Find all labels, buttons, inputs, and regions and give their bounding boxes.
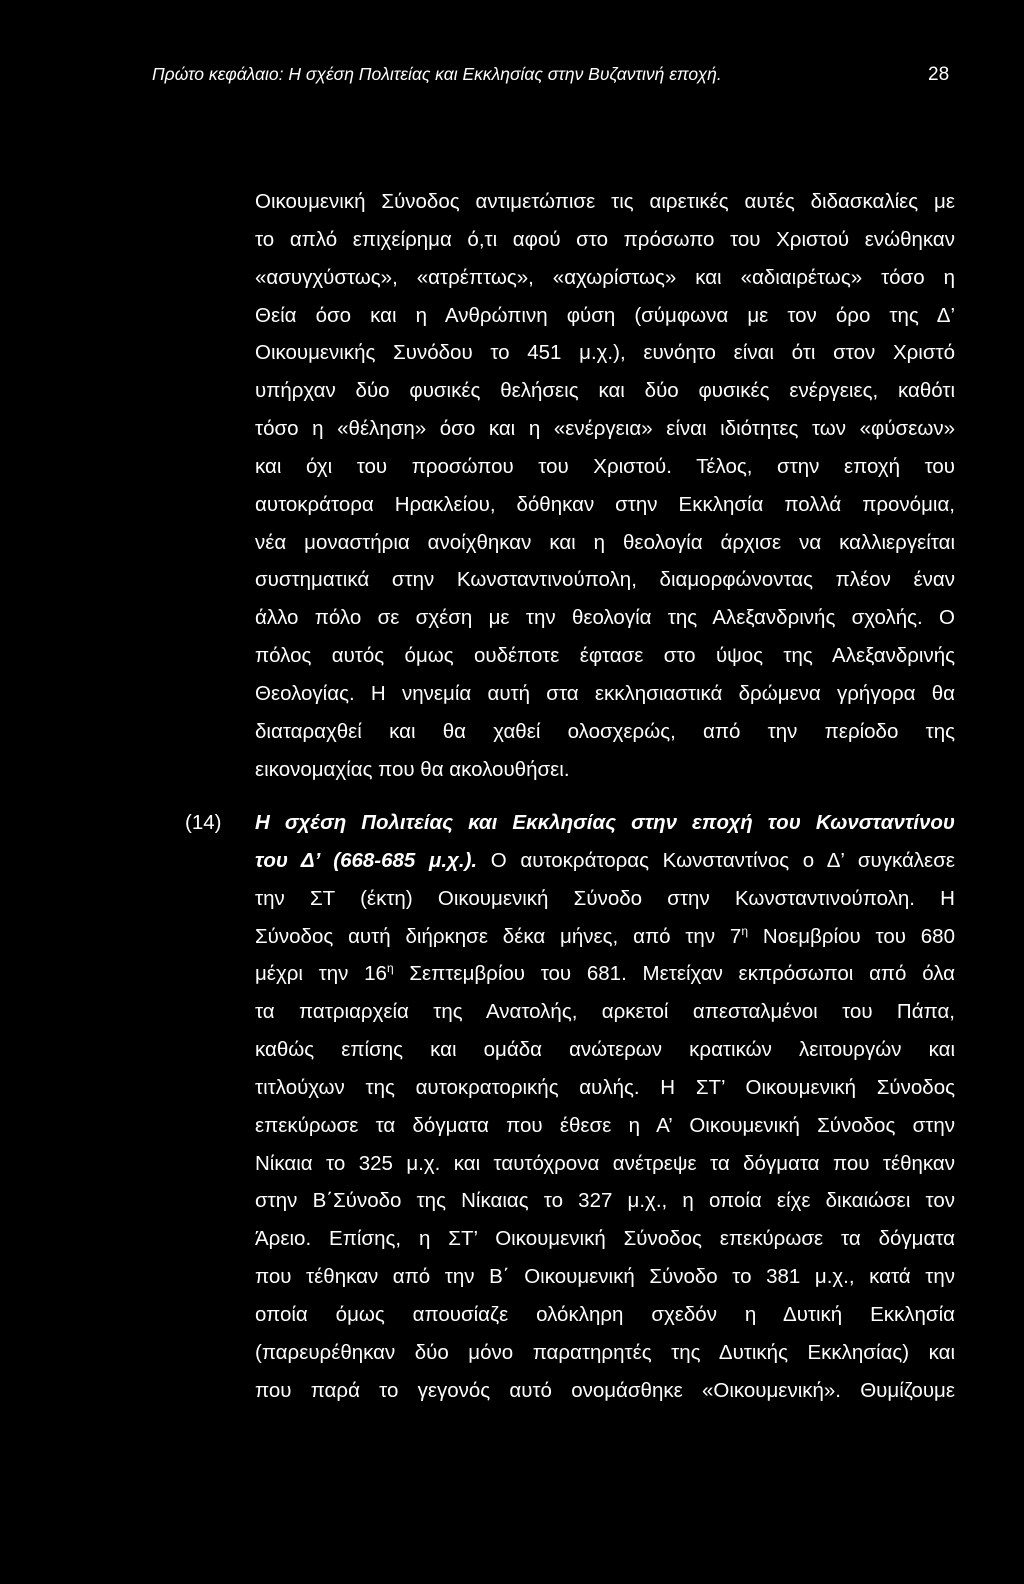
- section-text: Ο αυτοκράτορας Κωνσταντίνος ο Δ’ συγκάλεσε: [477, 848, 955, 872]
- paragraph-line: «ασυγχύστως», «ατρέπτως», «αχωρίστως» και «αδιαιρέτως» τόσο η: [255, 265, 955, 289]
- section-line: [255, 955, 955, 993]
- body-paragraph: [255, 183, 955, 789]
- section-line: Άρειο. Επίσης, η ΣΤ’ Οικουμενική Σύνοδος επεκύρωσε τα δόγματα: [255, 1227, 955, 1251]
- section-heading-end: του Δ’ (668-685 μ.χ.).: [255, 848, 478, 872]
- section-line: [255, 918, 955, 956]
- section-line: την ΣΤ (έκτη) Οικουμενική Σύνοδο στην Κωνσταντινούπολη. Η: [255, 886, 955, 910]
- paragraph-line: και όχι του προσώπου του Χριστού. Τέλος, στην εποχή του: [255, 454, 955, 478]
- section-line: που τέθηκαν από την Β΄ Οικουμενική Σύνοδο το 381 μ.χ., κατά την: [255, 1265, 955, 1289]
- paragraph-line: άλλο πόλο σε σχέση με την θεολογία της Αλεξανδρινής σχολής. Ο: [255, 606, 955, 630]
- paragraph-line: διαταραχθεί και θα χαθεί ολοσχερώς, από την περίοδο της: [255, 719, 955, 743]
- superscript: η: [386, 961, 394, 976]
- section-line: στην Β΄Σύνοδο της Νίκαιας το 327 μ.χ., η οποία είχε δικαιώσει τον: [255, 1189, 955, 1213]
- section-number: (14): [185, 811, 222, 834]
- section-text: Νοεμβρίου του 680: [748, 924, 955, 948]
- section-line: επεκύρωσε τα δόγματα που έθεσε η Α’ Οικουμενική Σύνοδος στην: [255, 1113, 955, 1137]
- section-line: τιτλούχων της αυτοκρατορικής αυλής. Η ΣΤ’ Οικουμενική Σύνοδος: [255, 1075, 955, 1099]
- section-14: [255, 804, 955, 1410]
- paragraph-line: αυτοκράτορα Ηρακλείου, δόθηκαν στην Εκκλησία πολλά προνόμια,: [255, 492, 955, 516]
- paragraph-line: εικονομαχίας που θα ακολουθήσει.: [255, 757, 570, 781]
- paragraph-line: Θεολογίας. Η νηνεμία αυτή στα εκκλησιαστικά δρώμενα γρήγορα θα: [255, 681, 955, 705]
- running-header: Πρώτο κεφάλαιο: Η σχέση Πολιτείας και Εκκλησίας στην Βυζαντινή εποχή.: [152, 64, 722, 84]
- paragraph-line: Οικουμενική Σύνοδος αντιμετώπισε τις αιρετικές αυτές διδασκαλίες με: [255, 190, 955, 213]
- section-heading: Η σχέση Πολιτείας και Εκκλησίας στην εποχή του Κωνσταντίνου: [255, 811, 955, 834]
- section-line: (παρευρέθηκαν δύο μόνο παρατηρητές της Δυτικής Εκκλησίας) και: [255, 1340, 955, 1364]
- section-line: καθώς επίσης και ομάδα ανώτερων κρατικών λειτουργών και: [255, 1038, 955, 1062]
- section-line: [255, 842, 955, 880]
- section-text: Σεπτεμβρίου του 681. Μετείχαν εκπρόσωποι από όλα: [393, 962, 955, 986]
- section-line: που παρά το γεγονός αυτό ονομάσθηκε «Οικουμενική». Θυμίζουμε: [255, 1378, 955, 1402]
- paragraph-line: Οικουμενικής Συνόδου το 451 μ.χ.), ευνόητο είναι ότι στον Χριστό: [255, 341, 955, 365]
- paragraph-line: το απλό επιχείρημα ό,τι αφού στο πρόσωπο του Χριστού ενώθηκαν: [255, 227, 955, 251]
- paragraph-line: Θεία όσο και η Ανθρώπινη φύση (σύμφωνα με τον όρο της Δ’: [255, 303, 955, 327]
- page-number: 28: [928, 64, 950, 85]
- section-line: οποία όμως απουσίαζε ολόκληρη σχεδόν η Δυτική Εκκλησία: [255, 1302, 955, 1326]
- paragraph-line: πόλος αυτός όμως ουδέποτε έφτασε στο ύψος της Αλεξανδρινής: [255, 644, 955, 668]
- superscript: η: [741, 923, 749, 938]
- section-line: τα πατριαρχεία της Ανατολής, αρκετοί απεσταλμένοι του Πάπα,: [255, 1000, 955, 1024]
- section-text: μέχρι την 16: [255, 962, 387, 986]
- paragraph-line: τόσο η «θέληση» όσο και η «ενέργεια» είναι ιδιότητες των «φύσεων»: [255, 417, 955, 441]
- section-line: Νίκαια το 325 μ.χ. και ταυτόχρονα ανέτρεψε τα δόγματα που τέθηκαν: [255, 1151, 955, 1175]
- paragraph-line: υπήρχαν δύο φυσικές θελήσεις και δύο φυσικές ενέργειες, καθότι: [255, 379, 955, 403]
- section-text: Σύνοδος αυτή διήρκησε δέκα μήνες, από την 7: [255, 924, 742, 948]
- paragraph-line: νέα μοναστήρια ανοίχθηκαν και η θεολογία άρχισε να καλλιεργείται: [255, 530, 955, 554]
- paragraph-line: συστηματικά στην Κωνσταντινούπολη, διαμορφώνοντας πλέον έναν: [255, 568, 955, 592]
